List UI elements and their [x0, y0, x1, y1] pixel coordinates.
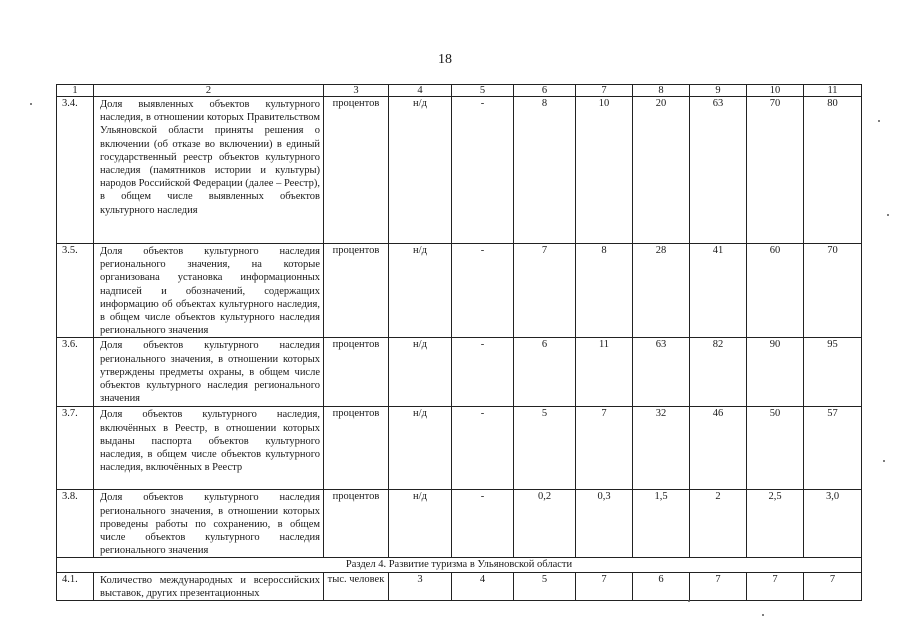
value-cell: 7 [576, 407, 633, 490]
scan-speck [883, 460, 885, 462]
unit-cell: процентов [324, 490, 389, 558]
value-cell: 50 [747, 407, 804, 490]
value-cell: 28 [633, 244, 690, 338]
indicators-table [56, 84, 862, 601]
value-cell: 60 [747, 244, 804, 338]
value-cell: 5 [514, 572, 576, 600]
value-cell: 8 [514, 97, 576, 244]
column-number: 5 [452, 85, 514, 97]
table-row [57, 244, 862, 338]
value-cell: 20 [633, 97, 690, 244]
column-number: 1 [57, 85, 94, 97]
indicator-name: Количество международных и всероссийских выставок, других презентационных [94, 572, 324, 600]
table-row [57, 97, 862, 244]
scan-speck [30, 103, 32, 105]
value-cell: 63 [633, 338, 690, 407]
value-cell: 7 [690, 572, 747, 600]
value-cell: 6 [633, 572, 690, 600]
row-number: 3.6. [57, 338, 94, 407]
value-cell: 0,3 [576, 490, 633, 558]
value-cell: - [452, 338, 514, 407]
value-cell: н/д [389, 490, 452, 558]
value-cell: 82 [690, 338, 747, 407]
value-cell: н/д [389, 97, 452, 244]
value-cell: 6 [514, 338, 576, 407]
value-cell: 0,2 [514, 490, 576, 558]
table-row [57, 490, 862, 558]
value-cell: н/д [389, 338, 452, 407]
column-number: 11 [804, 85, 862, 97]
indicator-name: Доля объектов культурного наследия, включённых в Реестр, в отношении которых выданы паспорта объектов культурного наследия, в общем числе объектов культурного наследия, включённых в Реестр [94, 407, 324, 490]
column-number: 8 [633, 85, 690, 97]
value-cell: 90 [747, 338, 804, 407]
value-cell: 95 [804, 338, 862, 407]
row-number: 3.8. [57, 490, 94, 558]
row-number: 3.5. [57, 244, 94, 338]
scan-speck [762, 614, 764, 616]
value-cell: 3,0 [804, 490, 862, 558]
unit-cell: процентов [324, 244, 389, 338]
row-number: 3.4. [57, 97, 94, 244]
value-cell: 70 [804, 244, 862, 338]
table-row [57, 572, 862, 600]
section-heading-row [57, 558, 862, 572]
unit-cell: процентов [324, 338, 389, 407]
scan-speck [878, 120, 880, 122]
value-cell: - [452, 407, 514, 490]
column-number: 10 [747, 85, 804, 97]
value-cell: 2 [690, 490, 747, 558]
indicator-name: Доля объектов культурного наследия регионального значения, в отношении которых утверждены предметы охраны, в общем числе объектов культурного наследия регионального значения [94, 338, 324, 407]
column-number: 9 [690, 85, 747, 97]
value-cell: 8 [576, 244, 633, 338]
row-number: 3.7. [57, 407, 94, 490]
column-number: 7 [576, 85, 633, 97]
value-cell: н/д [389, 407, 452, 490]
value-cell: 7 [804, 572, 862, 600]
value-cell: 70 [747, 97, 804, 244]
value-cell: - [452, 490, 514, 558]
table-row [57, 338, 862, 407]
value-cell: 80 [804, 97, 862, 244]
value-cell: 63 [690, 97, 747, 244]
value-cell: 2,5 [747, 490, 804, 558]
value-cell: 57 [804, 407, 862, 490]
column-number-row [57, 85, 862, 97]
table-row [57, 407, 862, 490]
value-cell: 32 [633, 407, 690, 490]
column-number: 3 [324, 85, 389, 97]
scan-speck [688, 600, 690, 602]
page-number: 18 [438, 52, 452, 67]
unit-cell: процентов [324, 407, 389, 490]
value-cell: 3 [389, 572, 452, 600]
indicator-name: Доля выявленных объектов культурного наследия, в отношении которых Правительством Ульяновской области приняты решения о включении (об отказе во включении) в единый государственный реестр объектов культурного наследия (памятников истории и культуры) народов Российской Федерации (далее – Реестр), в общем числе выявленных объектов культурного наследия [94, 97, 324, 244]
value-cell: 7 [514, 244, 576, 338]
unit-cell: процентов [324, 97, 389, 244]
scan-speck [887, 214, 889, 216]
value-cell: 11 [576, 338, 633, 407]
indicator-name: Доля объектов культурного наследия регионального значения, на которые организована установка информационных надписей и обозначений, содержащих информацию об объектах культурного наследия, в общем числе объектов культурного наследия регионального значения [94, 244, 324, 338]
value-cell: 1,5 [633, 490, 690, 558]
row-number: 4.1. [57, 572, 94, 600]
section-title: Раздел 4. Развитие туризма в Ульяновской области [57, 558, 862, 572]
value-cell: 4 [452, 572, 514, 600]
value-cell: 7 [576, 572, 633, 600]
value-cell: н/д [389, 244, 452, 338]
value-cell: 46 [690, 407, 747, 490]
indicator-name: Доля объектов культурного наследия регионального значения, в отношении которых проведены работы по сохранению, в общем числе объектов культурного наследия регионального значения [94, 490, 324, 558]
value-cell: - [452, 244, 514, 338]
column-number: 4 [389, 85, 452, 97]
column-number: 2 [94, 85, 324, 97]
column-number: 6 [514, 85, 576, 97]
value-cell: 7 [747, 572, 804, 600]
value-cell: 10 [576, 97, 633, 244]
value-cell: - [452, 97, 514, 244]
value-cell: 41 [690, 244, 747, 338]
unit-cell: тыс. человек [324, 572, 389, 600]
value-cell: 5 [514, 407, 576, 490]
